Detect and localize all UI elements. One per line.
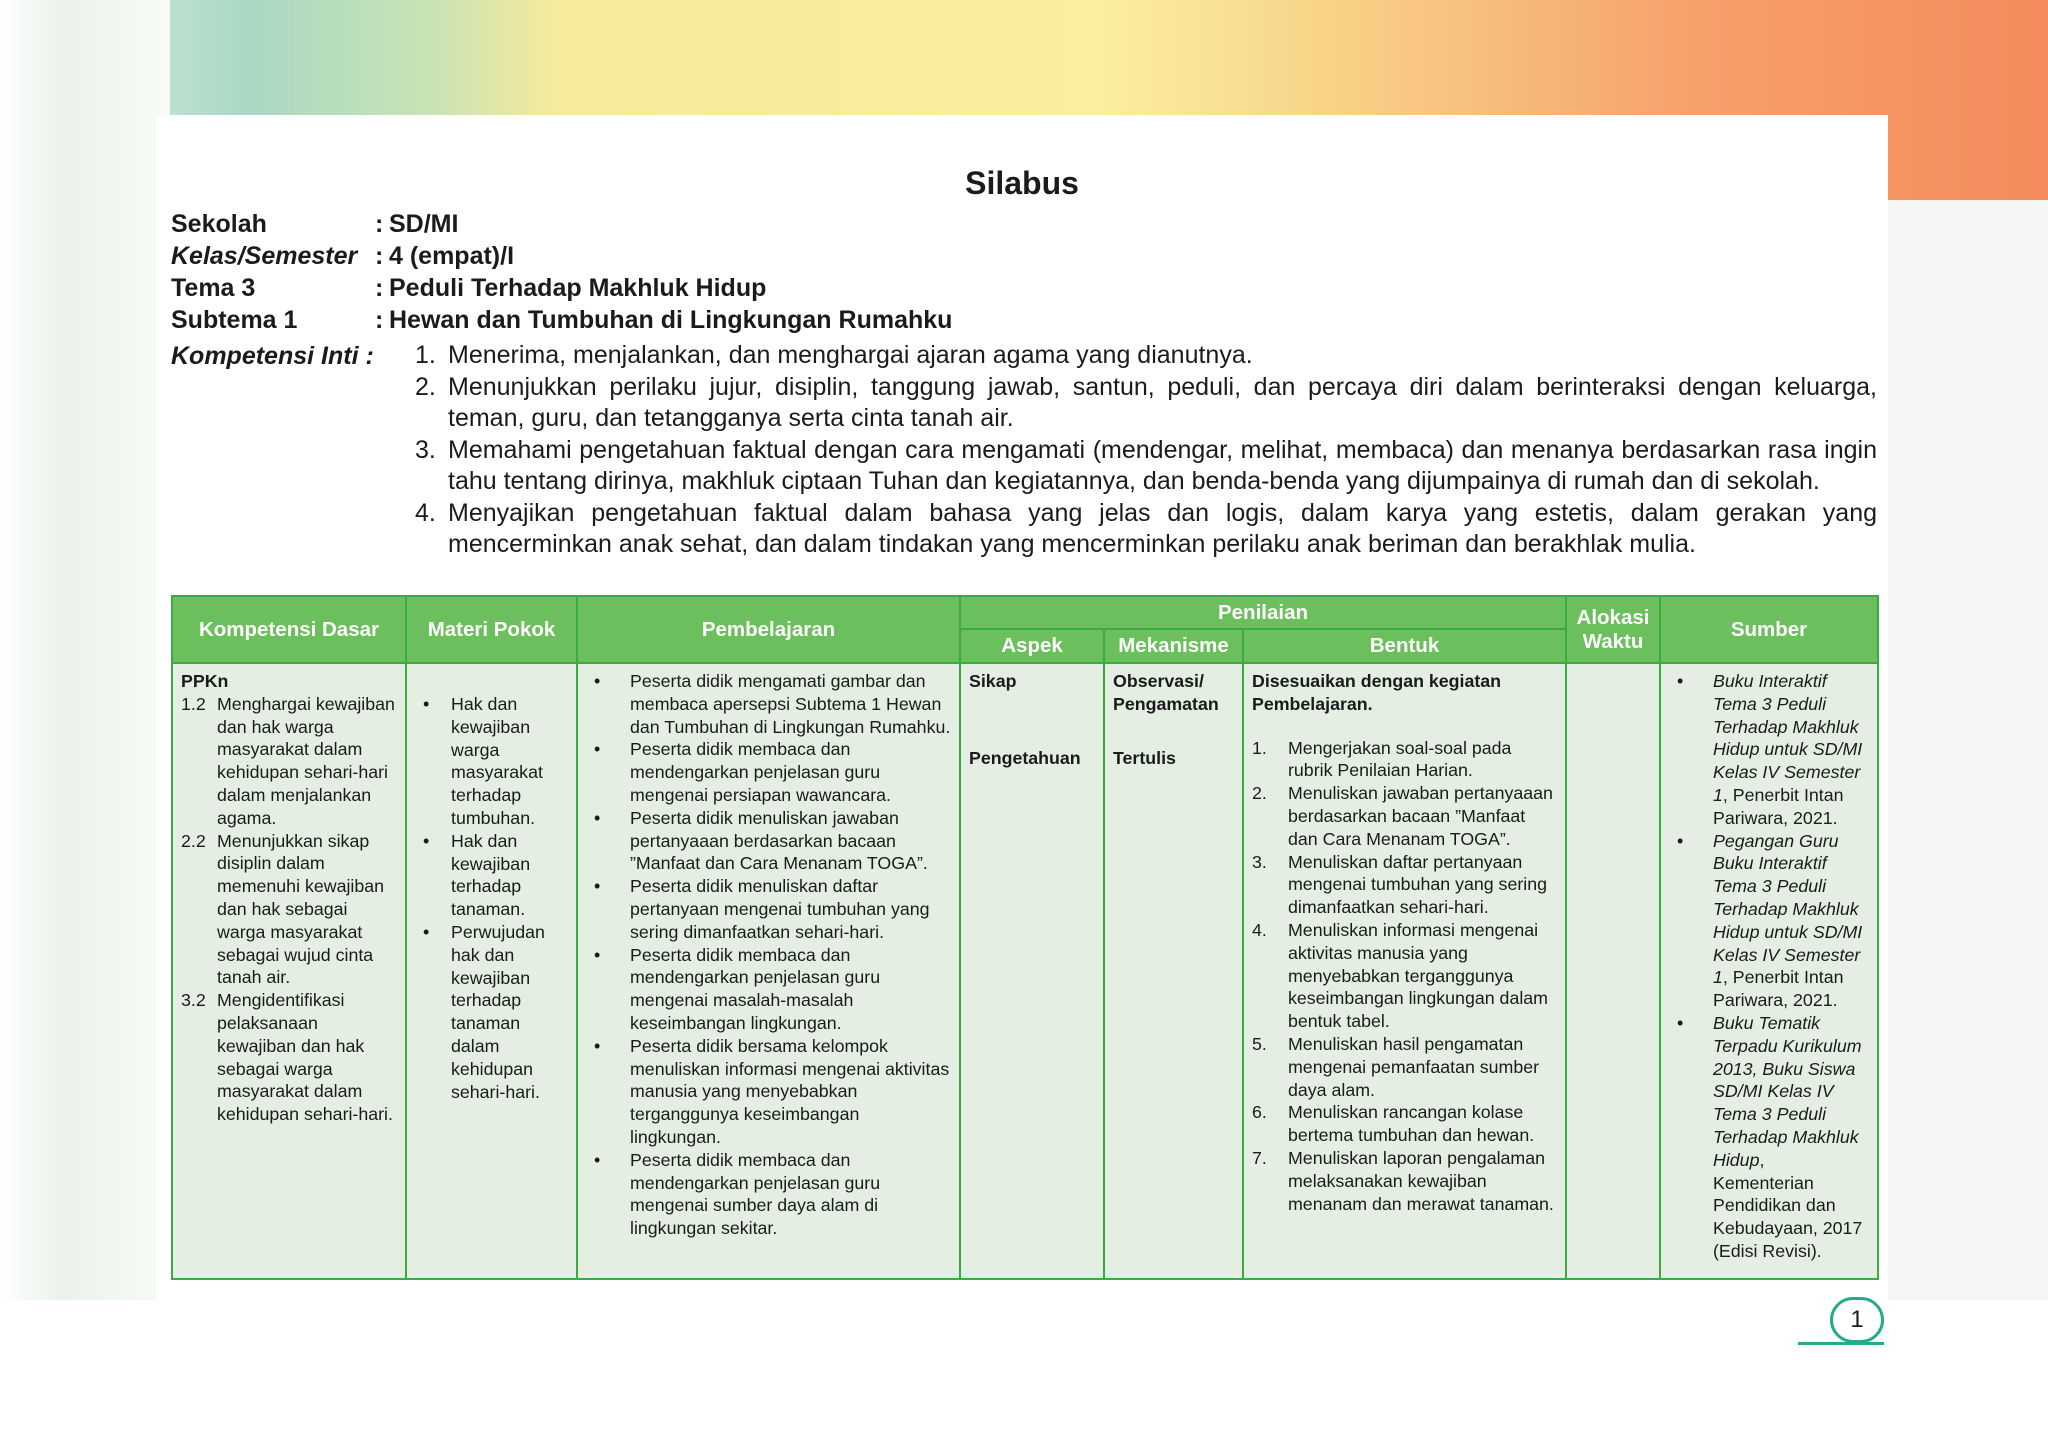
- meta-row-tema: [171, 272, 1891, 304]
- cell-bentuk: [1243, 663, 1566, 1279]
- bullet-icon: •: [594, 1035, 601, 1056]
- list-item: • Pegangan Guru Buku Interaktif Tema 3 Peduli Terhadap Makhluk Hidup untuk SD/MI Kelas IV Semester 1, Penerbit Intan Pariwara, 2021.: [1677, 830, 1863, 1011]
- meta-colon: :: [375, 274, 384, 302]
- bullet-icon: •: [423, 830, 430, 851]
- list-item: 7. Menuliskan laporan pengalaman melaksanakan kewajiban menanam dan merawat tanaman.: [1252, 1147, 1554, 1214]
- cell-pembelajaran: [577, 663, 960, 1279]
- header-penilaian: Penilaian: [960, 596, 1566, 629]
- meta-row-kelas-semester: [171, 240, 1891, 272]
- kd-item: [181, 693, 397, 830]
- header-pembelajaran: Pembelajaran: [577, 596, 960, 663]
- meta-value: 4 (empat)/I: [389, 242, 515, 270]
- pembelajaran-list: [586, 670, 951, 1240]
- list-item: • Peserta didik menuliskan daftar pertanyaan mengenai tumbuhan yang sering dimanfaatkan sehari-hari.: [594, 876, 930, 942]
- list-item: • Peserta didik membaca dan mendengarkan penjelasan guru mengenai sumber daya alam di lingkungan sekitar.: [594, 1149, 881, 1239]
- cell-materi-pokok: [406, 663, 577, 1279]
- header-materi-pokok: Materi Pokok: [406, 596, 577, 663]
- page-number-underline: [1798, 1342, 1884, 1345]
- list-item: 6. Menuliskan rancangan kolase bertema tumbuhan dan hewan.: [1252, 1102, 1535, 1146]
- cell-kompetensi-dasar: [172, 663, 406, 1279]
- aspek-pengetahuan: Pengetahuan: [969, 748, 1081, 768]
- bullet-icon: •: [1677, 1012, 1684, 1033]
- cell-aspek: [960, 663, 1104, 1279]
- aspek-sikap: Sikap: [969, 671, 1017, 691]
- bullet-icon: •: [1677, 830, 1684, 851]
- meta-label: Tema 3: [171, 274, 256, 302]
- header-kompetensi-dasar: Kompetensi Dasar: [172, 596, 406, 663]
- materi-pokok-list: [415, 693, 568, 1103]
- meta-value: Peduli Terhadap Makhluk Hidup: [389, 274, 767, 302]
- kd-item: [181, 989, 397, 1126]
- meta-label: Kelas/Semester: [171, 242, 358, 270]
- list-item: • Hak dan kewajiban warga masyarakat terhadap tumbuhan.: [423, 694, 543, 828]
- header-alokasi-waktu: Alokasi Waktu: [1566, 596, 1660, 663]
- bullet-icon: •: [594, 807, 601, 828]
- kompetensi-inti-label: Kompetensi Inti :: [171, 342, 374, 370]
- kompetensi-inti-item: 1. Menerima, menjalankan, dan menghargai ajaran agama yang dianutnya.: [415, 341, 1253, 369]
- mekanisme-tertulis: Tertulis: [1113, 748, 1176, 768]
- kompetensi-inti-item: 2. Menunjukkan perilaku jujur, disiplin, tanggung jawab, santun, peduli, dan percaya diri dalam berinteraksi dengan keluarga, teman, guru, dan tetangganya serta cinta tanah air.: [415, 372, 1877, 432]
- cell-mekanisme: [1104, 663, 1243, 1279]
- page-number-badge: 1: [1830, 1297, 1884, 1343]
- bullet-icon: •: [594, 876, 601, 897]
- header-bentuk: Bentuk: [1243, 629, 1566, 663]
- mekanisme-observasi: Observasi/ Pengamatan: [1113, 671, 1219, 714]
- ki-text: Menyajikan pengetahuan faktual dalam bahasa yang jelas dan logis, dalam karya yang estetis, dalam gerakan yang mencerminkan anak sehat, dan dalam tindakan yang mencerminkan perilaku anak beriman dan berakhlak mulia.: [448, 498, 1877, 558]
- cell-alokasi-waktu: [1566, 663, 1660, 1279]
- ki-text: Memahami pengetahuan faktual dengan cara mengamati (mendengar, melihat, membaca) dan menanya berdasarkan rasa ingin tahu tentang dirinya, makhluk ciptaan Tuhan dan kegiatannya, dan benda-benda yang dijumpainya di rumah dan di sekolah.: [448, 435, 1877, 495]
- meta-label: Subtema 1: [171, 306, 298, 334]
- meta-value: SD/MI: [389, 210, 459, 238]
- table-row: [172, 663, 1878, 1279]
- list-item: • Peserta didik menuliskan jawaban pertanyaaan berdasarkan bacaan ”Manfaat dan Cara Menanam TOGA”.: [594, 807, 928, 874]
- meta-value: Hewan dan Tumbuhan di Lingkungan Rumahku: [389, 306, 953, 334]
- ki-text: Menunjukkan perilaku jujur, disiplin, tanggung jawab, santun, peduli, dan percaya diri dalam berinteraksi dengan keluarga, teman, guru, dan tetangganya serta cinta tanah air.: [448, 372, 1877, 432]
- meta-colon: :: [375, 210, 384, 238]
- kd-subject: PPKn: [181, 671, 229, 691]
- list-item: • Buku Interaktif Tema 3 Peduli Terhadap Makhluk Hidup untuk SD/MI Kelas IV Semester 1, Penerbit Intan Pariwara, 2021.: [1677, 671, 1863, 828]
- meta-block: [171, 208, 1891, 336]
- bullet-icon: •: [1677, 671, 1684, 691]
- kompetensi-inti-item: 4. Menyajikan pengetahuan faktual dalam bahasa yang jelas dan logis, dalam karya yang estetis, dalam gerakan yang mencerminkan anak sehat, dan dalam tindakan yang mencerminkan perilaku anak beriman dan berakhlak mulia.: [415, 498, 1877, 558]
- list-item: 1. Mengerjakan soal-soal pada rubrik Penilaian Harian.: [1252, 737, 1512, 781]
- bullet-icon: •: [594, 1149, 601, 1170]
- kd-text: Mengidentifikasi pelaksanaan kewajiban dan hak sebagai warga masyarakat dalam kehidupan sehari-hari.: [217, 990, 393, 1125]
- list-item: • Perwujudan hak dan kewajiban terhadap tanaman dalam kehidupan sehari-hari.: [423, 921, 545, 1102]
- list-item: 3. Menuliskan daftar pertanyaan mengenai tumbuhan yang sering dimanfaatkan sehari-hari.: [1252, 851, 1547, 918]
- kd-number: 2.2: [181, 830, 206, 851]
- bullet-icon: •: [594, 671, 601, 691]
- meta-colon: :: [375, 306, 384, 334]
- list-item: 2. Menuliskan jawaban pertanyaaan berdasarkan bacaan ”Manfaat dan Cara Menanam TOGA”.: [1252, 783, 1553, 849]
- header-mekanisme: Mekanisme: [1104, 629, 1243, 663]
- bullet-icon: •: [594, 739, 601, 760]
- document-page: [156, 115, 1888, 1330]
- meta-row-subtema: [171, 304, 1891, 336]
- meta-row-sekolah: [171, 208, 1891, 240]
- kd-item: [181, 830, 397, 990]
- header-aspek: Aspek: [960, 629, 1104, 663]
- silabus-table: [171, 595, 1879, 1280]
- kd-number: 1.2: [181, 693, 206, 714]
- meta-colon: :: [375, 242, 384, 270]
- list-item: • Peserta didik bersama kelompok menuliskan informasi mengenai aktivitas manusia yang menyebabkan terganggunya keseimbangan lingkungan.: [594, 1035, 950, 1147]
- page-title: Silabus: [965, 165, 1079, 201]
- header-sumber: Sumber: [1660, 596, 1878, 663]
- list-item: 4. Menuliskan informasi mengenai aktivitas manusia yang menyebabkan terganggunya keseimbangan lingkungan dalam bentuk tabel.: [1252, 919, 1548, 1032]
- bullet-icon: •: [423, 694, 430, 714]
- kompetensi-inti-item: 3. Memahami pengetahuan faktual dengan cara mengamati (mendengar, melihat, membaca) dan menanya berdasarkan rasa ingin tahu tentang dirinya, makhluk ciptaan Tuhan dan kegiatannya, dan benda-benda yang dijumpainya di rumah dan di sekolah.: [415, 435, 1877, 495]
- bullet-icon: •: [594, 944, 601, 965]
- list-item: • Buku Tematik Terpadu Kurikulum 2013, Buku Siswa SD/MI Kelas IV Tema 3 Peduli Terhadap Makhluk Hidup, Kementerian Pendidikan dan Kebudayaan, 2017 (Edisi Revisi).: [1677, 1012, 1863, 1261]
- list-item: • Hak dan kewajiban terhadap tanaman.: [423, 830, 531, 920]
- list-item: • Peserta didik mengamati gambar dan membaca apersepsi Subtema 1 Hewan dan Tumbuhan di Lingkungan Rumahku.: [594, 671, 951, 737]
- meta-label: Sekolah: [171, 210, 267, 238]
- list-item: • Peserta didik membaca dan mendengarkan penjelasan guru mengenai persiapan wawancara.: [594, 739, 891, 805]
- kd-text: Menunjukkan sikap disiplin dalam memenuhi kewajiban dan hak sebagai warga masyarakat sebagai wujud cinta tanah air.: [217, 830, 385, 988]
- kd-number: 3.2: [181, 990, 206, 1011]
- sumber-list: [1669, 670, 1869, 1263]
- bullet-icon: •: [423, 921, 430, 942]
- ki-text: Menerima, menjalankan, dan menghargai ajaran agama yang dianutnya.: [448, 341, 1253, 369]
- kompetensi-inti-list: [415, 340, 1877, 561]
- list-item: 5. Menuliskan hasil pengamatan mengenai pemanfaatan sumber daya alam.: [1252, 1033, 1540, 1100]
- background-left-fade: [0, 0, 170, 1456]
- list-item: • Peserta didik membaca dan mendengarkan penjelasan guru mengenai masalah-masalah keseimbangan lingkungan.: [594, 944, 881, 1033]
- bentuk-intro: Disesuaikan dengan kegiatan Pembelajaran.: [1252, 671, 1502, 714]
- bentuk-list: [1252, 737, 1557, 1216]
- cell-sumber: [1660, 663, 1878, 1279]
- kd-text: Menghargai kewajiban dan hak warga masyarakat dalam kehidupan sehari-hari dalam menjalankan agama.: [217, 693, 395, 828]
